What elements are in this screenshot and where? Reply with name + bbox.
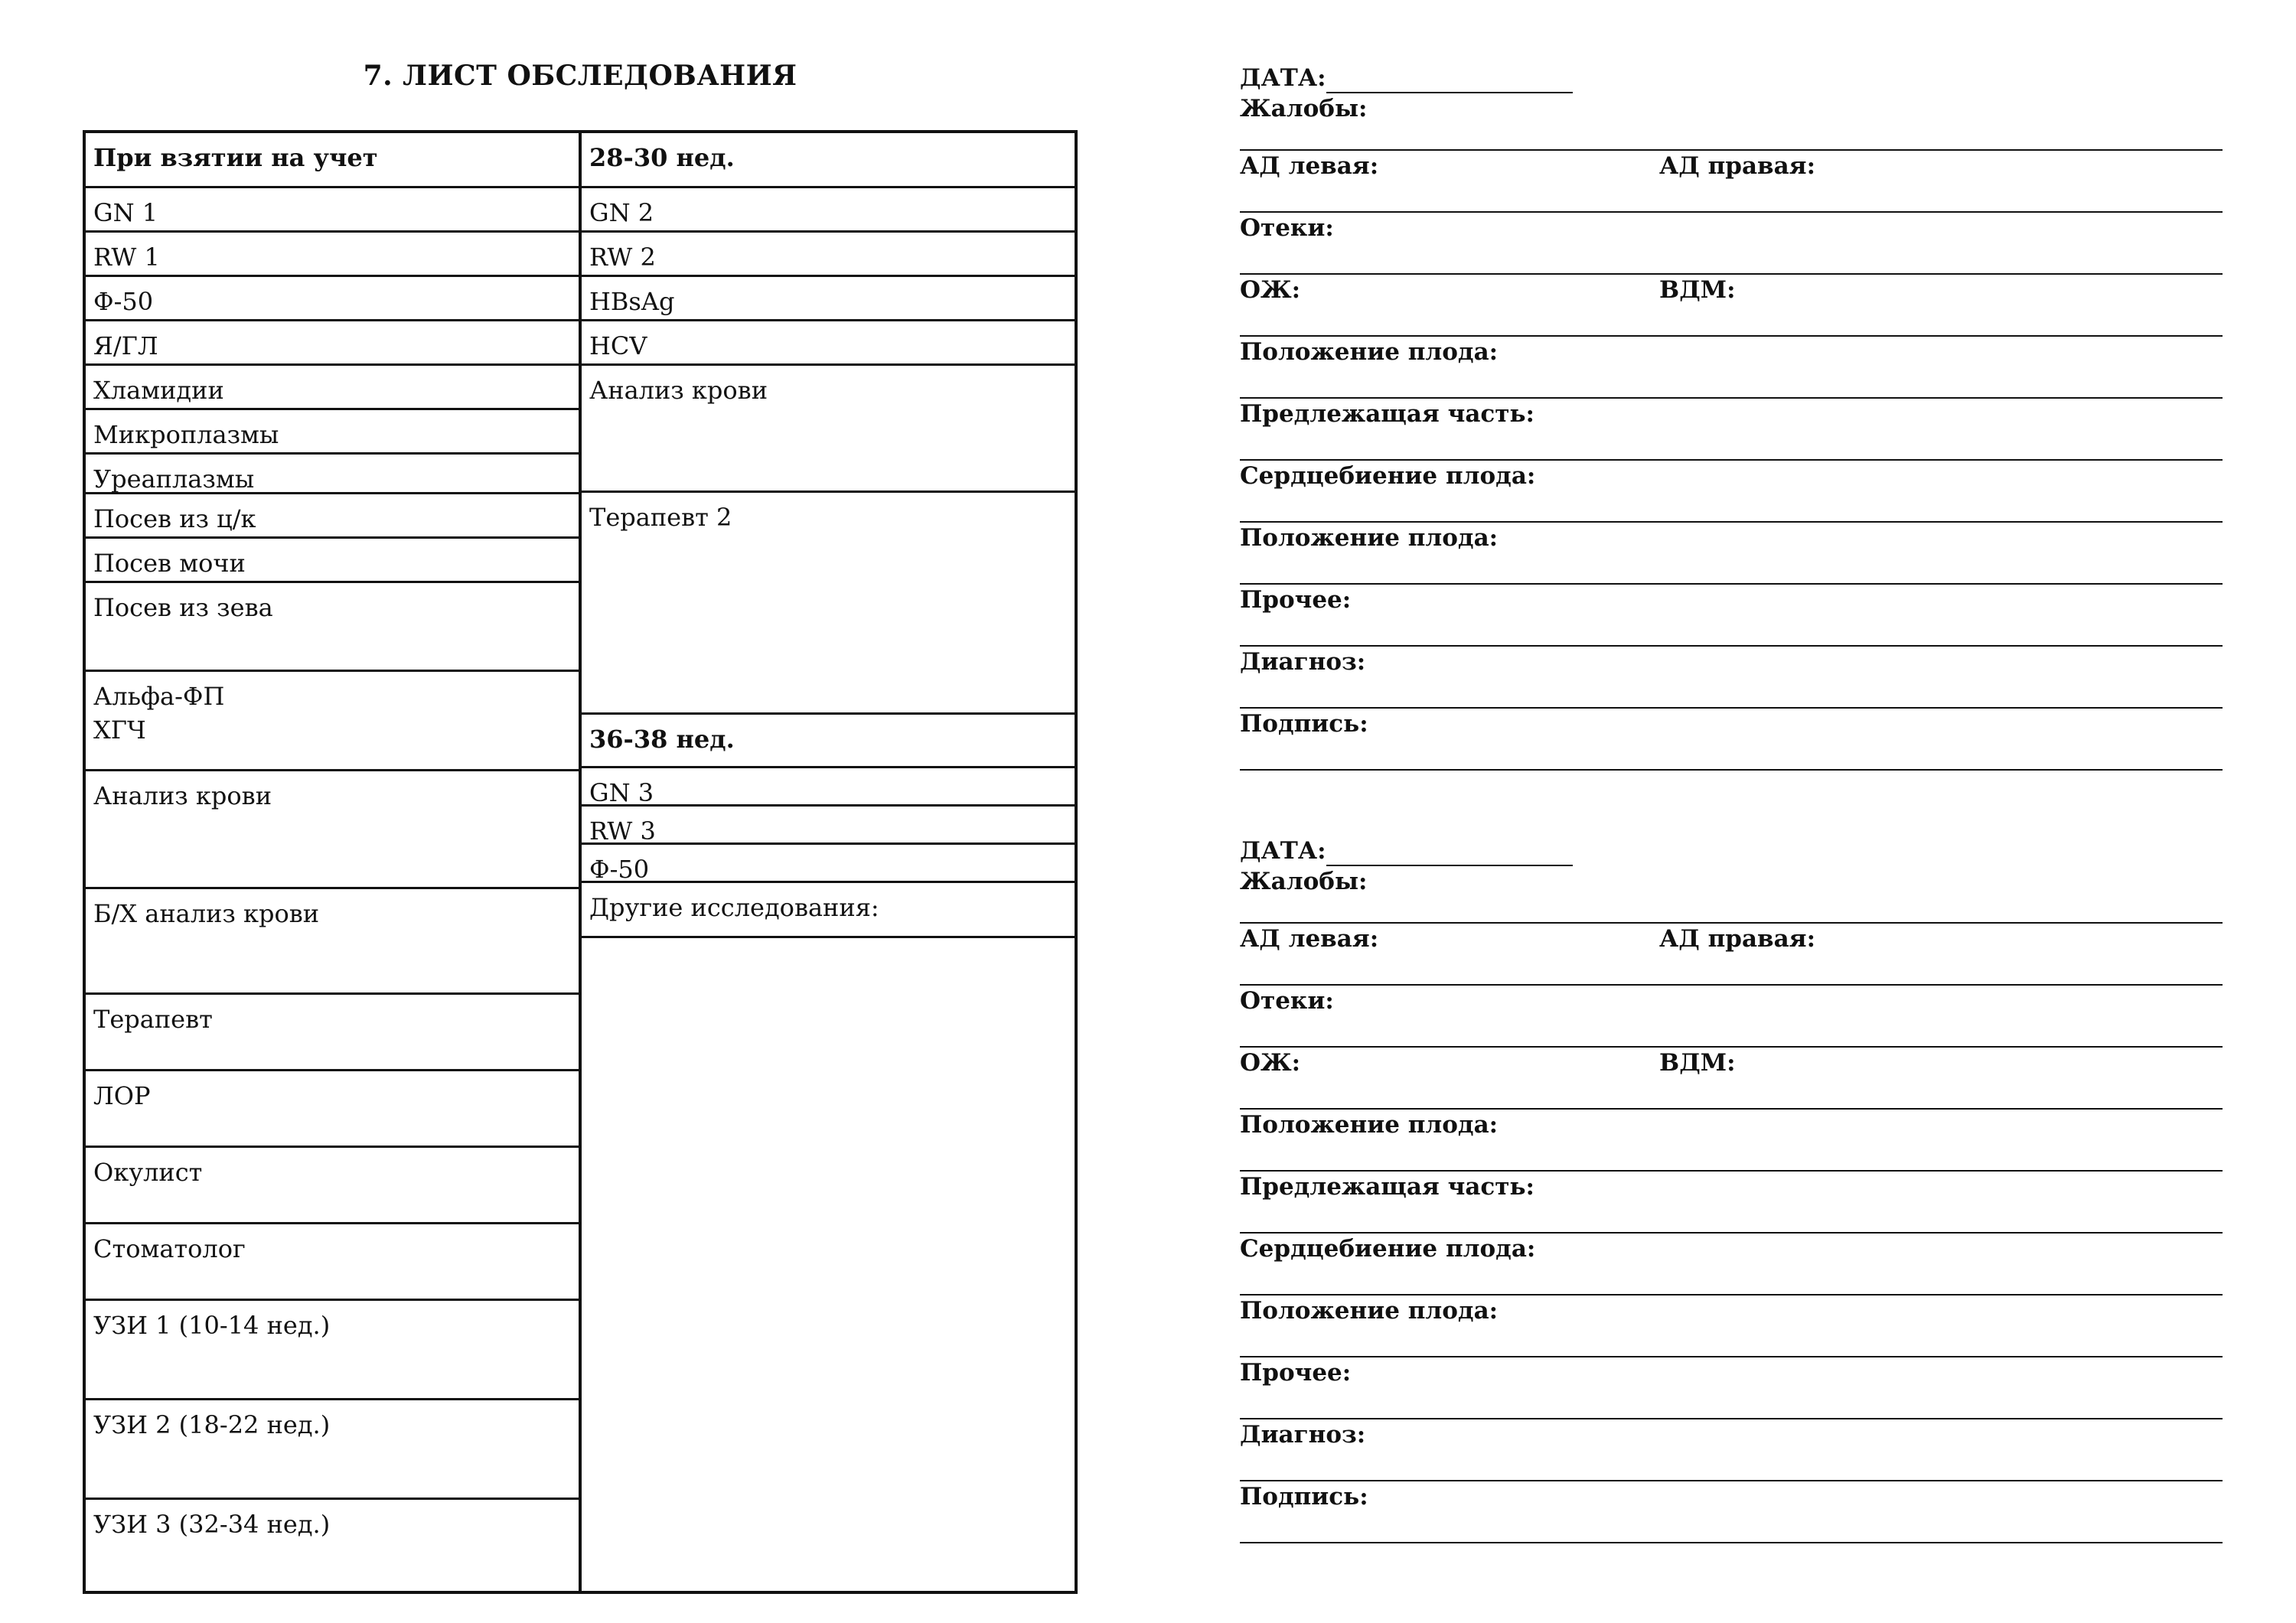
date-label: ДАТА: — [1240, 64, 1326, 92]
table-cell-label: УЗИ 3 (32-34 нед.) — [93, 1510, 331, 1539]
table-cell-label: Альфа-ФП — [93, 682, 225, 711]
form-row — [1240, 461, 2223, 523]
form-row — [1240, 1419, 2223, 1481]
table-cell — [86, 1071, 579, 1148]
table-cell — [582, 715, 1075, 768]
form-row — [1240, 924, 2223, 986]
date-field — [1240, 63, 1573, 93]
table-cell — [86, 583, 579, 672]
form-label: АД левая: — [1240, 925, 1379, 953]
form-row — [1240, 585, 2223, 647]
form-row — [1240, 709, 2223, 771]
table-cell — [582, 938, 1075, 1595]
table-cell-label: Уреаплазмы — [93, 464, 255, 494]
form-label: Подпись: — [1240, 710, 1368, 738]
table-cell — [86, 1500, 579, 1595]
form-input-line[interactable] — [1240, 769, 2223, 771]
table-cell-label: Другие исследования: — [589, 893, 879, 922]
table-cell-label: Окулист — [93, 1158, 203, 1187]
form-label: Положение плода: — [1240, 524, 1499, 552]
table-cell-label: УЗИ 1 (10-14 нед.) — [93, 1311, 331, 1340]
table-cell-label: Посев мочи — [93, 549, 246, 578]
table-cell — [86, 133, 579, 188]
table-cell-label: RW 3 — [589, 816, 656, 846]
table-cell-label: ЛОР — [93, 1081, 151, 1110]
table-cell — [582, 277, 1075, 321]
table-cell — [86, 366, 579, 410]
form-label: Жалобы: — [1240, 868, 1368, 895]
form-row — [1240, 1110, 2223, 1172]
table-cell — [582, 321, 1075, 366]
table-cell-label: Анализ крови — [93, 781, 272, 810]
table-cell-label: GN 1 — [93, 198, 158, 227]
table-cell — [86, 494, 579, 539]
table-cell — [582, 188, 1075, 233]
table-cell — [86, 410, 579, 455]
table-cell-label-2: ХГЧ — [93, 715, 146, 745]
form-label: Предлежащая часть: — [1240, 400, 1534, 428]
form-label: Прочее: — [1240, 1359, 1352, 1387]
form-row — [1240, 275, 2223, 337]
table-cell-label: 28-30 нед. — [589, 143, 735, 172]
table-cell — [582, 845, 1075, 883]
form-row — [1240, 151, 2223, 213]
exam-table-left-column — [83, 130, 582, 1594]
form-row — [1240, 1357, 2223, 1419]
table-cell-label: Стоматолог — [93, 1234, 246, 1263]
form-label: Положение плода: — [1240, 1111, 1499, 1139]
form-label: Положение плода: — [1240, 338, 1499, 366]
table-cell-label: Анализ крови — [589, 376, 768, 405]
table-cell-label: Ф-50 — [589, 855, 650, 884]
form-row — [1240, 523, 2223, 585]
table-cell — [86, 277, 579, 321]
table-cell-label: Терапевт — [93, 1005, 213, 1034]
table-cell — [86, 1148, 579, 1224]
table-cell-label: GN 2 — [589, 198, 654, 227]
date-label: ДАТА: — [1240, 837, 1326, 865]
table-cell-label: При взятии на учет — [93, 143, 378, 172]
form-input-line[interactable] — [1240, 1542, 2223, 1543]
table-cell-label: 36-38 нед. — [589, 725, 735, 754]
table-cell-label: Посев из ц/к — [93, 504, 256, 533]
form-row — [1240, 1481, 2223, 1543]
date-field — [1240, 836, 1573, 866]
form-label: Положение плода: — [1240, 1297, 1499, 1325]
table-cell — [86, 188, 579, 233]
table-cell-label: Ф-50 — [93, 287, 154, 316]
form-label: Диагноз: — [1240, 1421, 1366, 1449]
form-label: Сердцебиение плода: — [1240, 462, 1536, 490]
form-row — [1240, 1295, 2223, 1357]
form-label-secondary: ВДМ: — [1659, 1049, 1736, 1077]
table-cell — [582, 493, 1075, 715]
date-input-line[interactable] — [1326, 67, 1573, 93]
form-row — [1240, 337, 2223, 399]
form-label: Жалобы: — [1240, 95, 1368, 122]
form-row — [1240, 647, 2223, 709]
table-cell — [86, 1224, 579, 1301]
form-label: ОЖ: — [1240, 1049, 1301, 1077]
table-cell — [86, 889, 579, 995]
form-row — [1240, 1172, 2223, 1234]
form-row — [1240, 399, 2223, 461]
table-cell — [582, 233, 1075, 277]
table-cell — [582, 366, 1075, 493]
form-label: ОЖ: — [1240, 276, 1301, 304]
table-cell — [86, 321, 579, 366]
form-label-secondary: ВДМ: — [1659, 276, 1736, 304]
table-cell-label: Я/ГЛ — [93, 331, 158, 360]
table-cell — [582, 768, 1075, 807]
table-cell-label: RW 1 — [93, 243, 160, 272]
form-row — [1240, 93, 2223, 151]
form-row — [1240, 986, 2223, 1048]
table-cell-label: Б/Х анализ крови — [93, 899, 320, 928]
table-cell — [582, 883, 1075, 938]
form-label: Прочее: — [1240, 586, 1352, 614]
table-cell-label: Микроплазмы — [93, 420, 279, 449]
table-cell-label: Терапевт 2 — [589, 503, 732, 532]
form-label: Отеки: — [1240, 214, 1334, 242]
form-label-secondary: АД правая: — [1659, 152, 1816, 180]
table-cell-label: Хламидии — [93, 376, 224, 405]
form-label: Предлежащая часть: — [1240, 1173, 1534, 1201]
table-cell — [86, 771, 579, 889]
table-cell — [86, 539, 579, 583]
table-cell — [86, 233, 579, 277]
form-label: АД левая: — [1240, 152, 1379, 180]
table-cell-label: RW 2 — [589, 243, 656, 272]
table-cell — [582, 807, 1075, 845]
form-row — [1240, 1234, 2223, 1295]
form-row — [1240, 866, 2223, 924]
table-cell-label: Посев из зева — [93, 593, 273, 622]
form-row — [1240, 213, 2223, 275]
page-title: 7. ЛИСТ ОБСЛЕДОВАНИЯ — [363, 60, 797, 92]
table-cell-label: УЗИ 2 (18-22 нед.) — [93, 1410, 331, 1439]
table-cell — [86, 672, 579, 771]
form-label: Подпись: — [1240, 1483, 1368, 1511]
table-cell — [86, 1301, 579, 1400]
table-cell-label: GN 3 — [589, 778, 654, 807]
form-label: Диагноз: — [1240, 648, 1366, 676]
table-cell — [582, 133, 1075, 188]
table-cell-label: HBsAg — [589, 287, 675, 316]
table-cell-label: HCV — [589, 331, 647, 360]
form-label-secondary: АД правая: — [1659, 925, 1816, 953]
date-input-line[interactable] — [1326, 840, 1573, 866]
table-cell — [86, 455, 579, 494]
exam-table-right-column — [579, 130, 1078, 1594]
table-cell — [86, 1400, 579, 1500]
form-label: Отеки: — [1240, 987, 1334, 1015]
form-row — [1240, 1048, 2223, 1110]
table-cell — [86, 995, 579, 1071]
form-label: Сердцебиение плода: — [1240, 1235, 1536, 1263]
